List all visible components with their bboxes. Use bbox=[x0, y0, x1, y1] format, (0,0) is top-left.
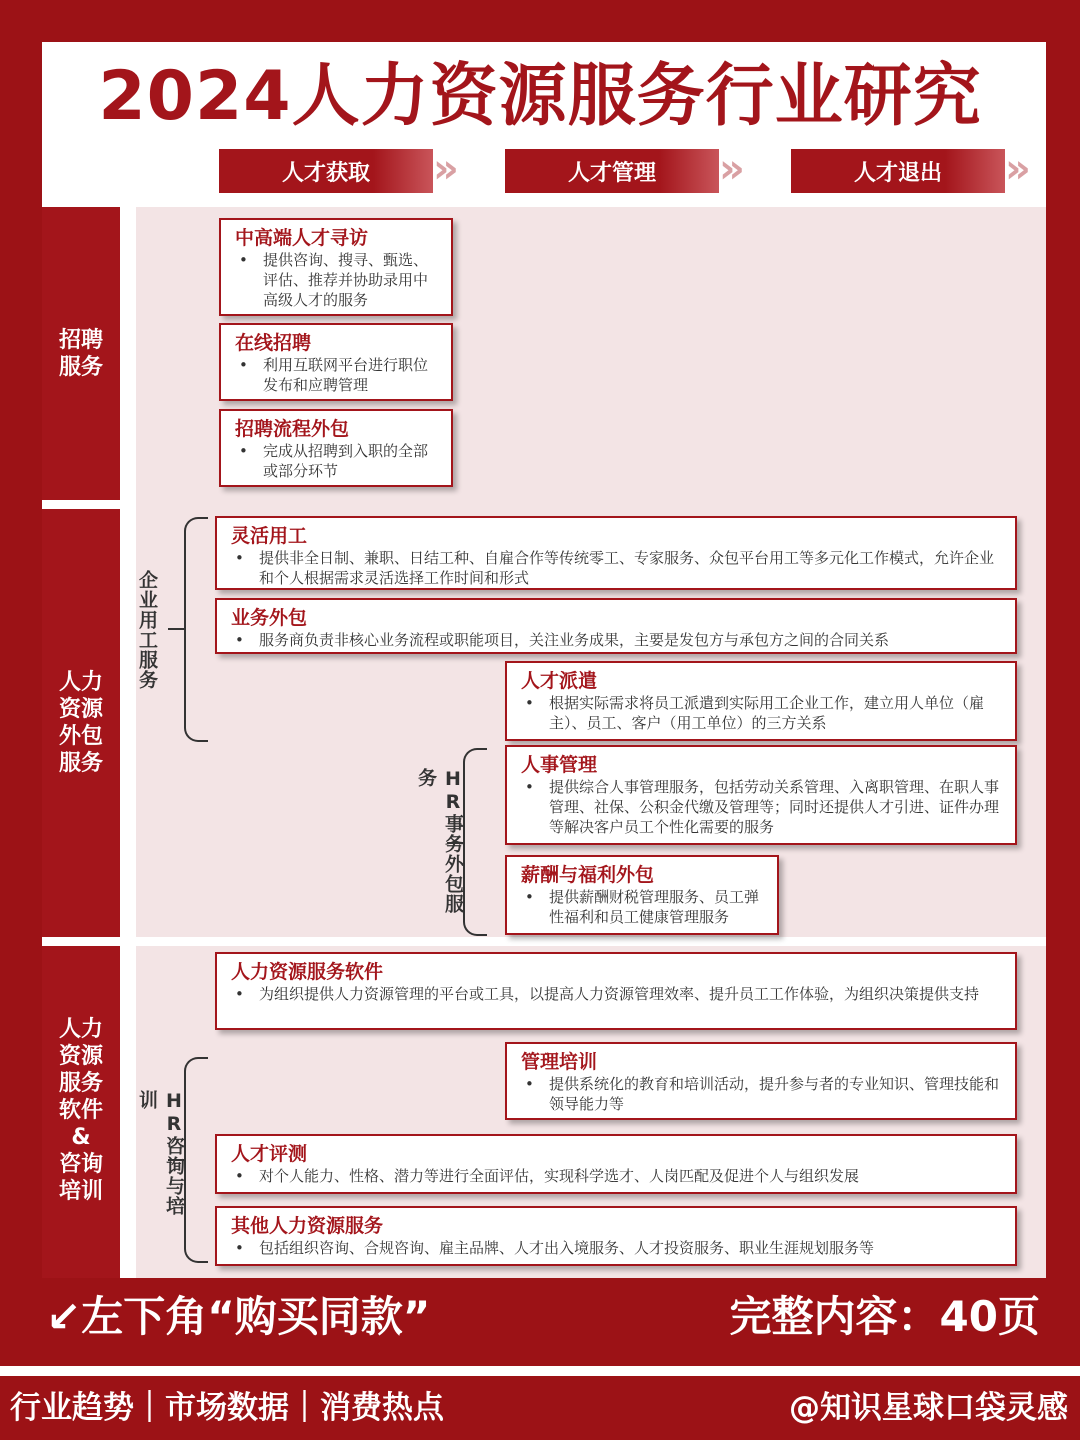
card-desc bbox=[231, 548, 1001, 588]
card-desc-text: 包括组织咨询、合规咨询、雇主品牌、人才出入境服务、人才投资服务、职业生涯规划服务等 bbox=[259, 1239, 875, 1257]
card-management-training bbox=[505, 1042, 1017, 1120]
section-divider bbox=[42, 937, 1046, 946]
chevron-right-icon: » bbox=[433, 149, 459, 192]
stage-label: 人才管理 bbox=[567, 160, 656, 186]
category-recruitment: 招聘 服务 bbox=[58, 328, 103, 380]
card-desc-text: 提供咨询、搜寻、甄选、评估、推荐并协助录用中高级人才的服务 bbox=[263, 251, 429, 309]
card-title: 人才评测 bbox=[231, 1143, 308, 1165]
card-desc-text: 提供综合人事管理服务，包括劳动关系管理、入离职管理、在职人事管理、社保、公积金代缴及管理等；同时还提供人才引进、证件办理等解决客户员工个性化需要的服务 bbox=[549, 778, 1000, 836]
card-personnel-management bbox=[505, 745, 1017, 845]
page-title: 2024人力资源服务行业研究 bbox=[98, 57, 982, 136]
card-desc bbox=[231, 1166, 1001, 1186]
bullet-icon: • bbox=[235, 631, 244, 649]
card-desc-text: 利用互联网平台进行职位发布和应聘管理 bbox=[263, 356, 429, 394]
card-headhunting bbox=[219, 218, 453, 316]
card-desc bbox=[235, 355, 437, 395]
card-desc-text: 服务商负责非核心业务流程或职能项目，关注业务成果，主要是发包方与承包方之间的合同关系 bbox=[259, 631, 890, 649]
stage-talent-management bbox=[505, 149, 719, 193]
bullet-icon: • bbox=[239, 251, 248, 269]
bullet-icon: • bbox=[235, 1239, 244, 1257]
bullet-icon: • bbox=[525, 1075, 534, 1093]
card-talent-assessment bbox=[215, 1134, 1017, 1194]
page-count-text: 完整内容：40页 bbox=[729, 1292, 1040, 1341]
buy-same-link[interactable]: ↙左下角“购买同款” bbox=[46, 1292, 431, 1341]
card-title: 灵活用工 bbox=[231, 525, 308, 547]
chevron-right-icon: » bbox=[1005, 149, 1031, 192]
card-desc-text: 为组织提供人力资源管理的平台或工具，以提高人力资源管理效率、提升员工工作体验，为组织决策提供支持 bbox=[259, 985, 980, 1003]
card-desc-text: 提供薪酬财税管理服务、员工弹性福利和员工健康管理服务 bbox=[549, 888, 760, 926]
brace-tip bbox=[168, 628, 184, 630]
topic-tags: 行业趋势｜市场数据｜消费热点 bbox=[10, 1390, 444, 1426]
card-desc bbox=[521, 887, 763, 927]
card-title: 薪酬与福利外包 bbox=[521, 864, 655, 886]
card-hr-software bbox=[215, 952, 1017, 1030]
stage-talent-acquisition bbox=[219, 149, 433, 193]
card-desc bbox=[231, 984, 1001, 1004]
bullet-icon: • bbox=[525, 888, 534, 906]
card-desc bbox=[521, 693, 1001, 733]
bullet-icon: • bbox=[239, 442, 248, 460]
card-desc-text: 根据实际需求将员工派遣到实际用工企业工作，建立用人单位（雇主）、员工、客户（用工单位）的三方关系 bbox=[549, 694, 985, 732]
card-desc-text: 提供非全日制、兼职、日结工种、自雇合作等传统零工、专家服务、众包平台用工等多元化工作模式，允许企业和个人根据需求灵活选择工作时间和形式 bbox=[259, 549, 995, 587]
footer-divider bbox=[0, 1366, 1080, 1376]
account-handle: @知识星球口袋灵感 bbox=[789, 1390, 1068, 1426]
card-desc bbox=[521, 777, 1001, 837]
card-rpo bbox=[219, 409, 453, 487]
card-desc-text: 完成从招聘到入职的全部或部分环节 bbox=[263, 442, 429, 480]
card-desc bbox=[521, 1074, 1001, 1114]
card-desc bbox=[235, 441, 437, 481]
card-title: 管理培训 bbox=[521, 1051, 598, 1073]
card-other-hr-services bbox=[215, 1206, 1017, 1266]
group-label-consulting: HR咨询与培训 bbox=[136, 1090, 185, 1216]
group-label-hr-affairs: HR事务外包服务 bbox=[415, 768, 464, 914]
bullet-icon: • bbox=[235, 985, 244, 1003]
card-title: 其他人力资源服务 bbox=[231, 1215, 384, 1237]
card-online-recruiting bbox=[219, 323, 453, 401]
bullet-icon: • bbox=[525, 694, 534, 712]
card-title: 中高端人才寻访 bbox=[235, 227, 369, 249]
card-payroll-benefits bbox=[505, 855, 779, 935]
stage-label: 人才获取 bbox=[281, 160, 370, 186]
bullet-icon: • bbox=[235, 1167, 244, 1185]
card-title: 招聘流程外包 bbox=[235, 418, 350, 440]
group-label-enterprise: 企业用工服务 bbox=[136, 570, 158, 690]
card-desc-text: 提供系统化的教育和培训活动，提升参与者的专业知识、管理技能和领导能力等 bbox=[549, 1075, 1000, 1113]
stage-label: 人才退出 bbox=[853, 160, 942, 186]
category-outsourcing: 人力 资源 外包 服务 bbox=[58, 670, 103, 776]
brace-enterprise bbox=[184, 517, 208, 742]
bullet-icon: • bbox=[239, 356, 248, 374]
card-business-outsourcing bbox=[215, 598, 1017, 654]
chevron-right-icon: » bbox=[719, 149, 745, 192]
bullet-icon: • bbox=[525, 778, 534, 796]
card-title: 人才派遣 bbox=[521, 670, 598, 692]
stage-talent-exit bbox=[791, 149, 1005, 193]
card-desc-text: 对个人能力、性格、潜力等进行全面评估，实现科学选才、人岗匹配及促进个人与组织发展 bbox=[259, 1167, 860, 1185]
card-title: 人事管理 bbox=[521, 754, 598, 776]
bullet-icon: • bbox=[235, 549, 244, 567]
card-title: 在线招聘 bbox=[235, 332, 312, 354]
card-desc bbox=[231, 1238, 1001, 1258]
card-title: 人力资源服务软件 bbox=[231, 961, 384, 983]
card-dispatch bbox=[505, 661, 1017, 741]
card-title: 业务外包 bbox=[231, 607, 308, 629]
category-software-consulting: 人力 资源 服务 软件 & 咨询 培训 bbox=[58, 1017, 103, 1204]
card-flexible-employment bbox=[215, 516, 1017, 590]
card-desc bbox=[231, 630, 1001, 650]
card-desc bbox=[235, 250, 437, 310]
